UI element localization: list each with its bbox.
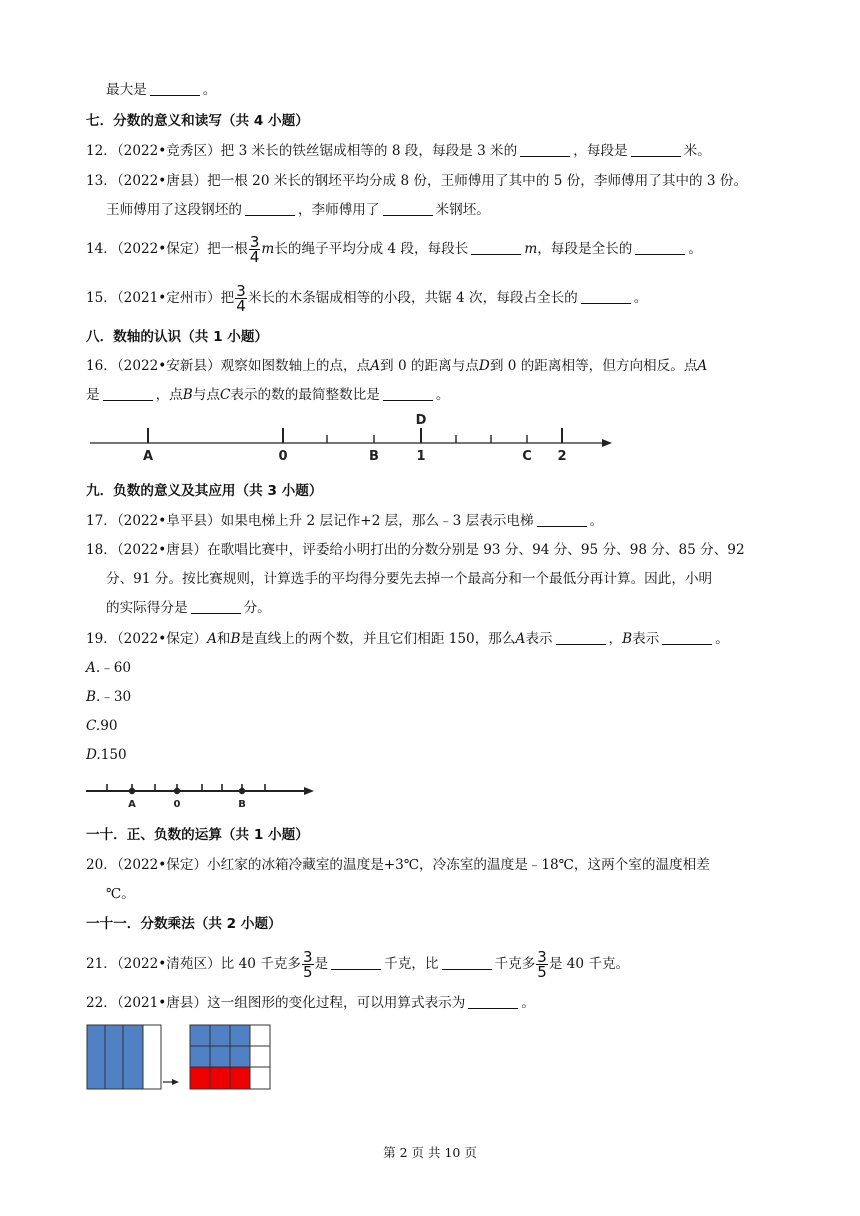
fraction-figure [86, 1024, 276, 1094]
fraction: $\frac{3}{5}$ [537, 948, 547, 981]
page-footer: 第 2 页 共 10 页 [383, 1145, 477, 1160]
question-18: 18．（2022•唐县）在歌唱比赛中，评委给小明打出的分数分别是 93 分、94 分、95 分、98 分、85 分、92 [86, 542, 745, 558]
option-a[interactable]: A.﹣60 [86, 660, 132, 676]
label-A: A [128, 799, 136, 810]
fraction: $\frac{3}{4}$ [236, 282, 246, 315]
question-21: 21．（2022•清苑区）比 40 千克多 $\frac{3}{5}$ 是 千克，比 千克多 $\frac{3}{5}$ 是 40 千克。 [86, 948, 630, 981]
label-1: 1 [416, 449, 426, 464]
point-A [129, 788, 135, 794]
section-heading-7: 七．分数的意义和读写（共 4 小题） [86, 113, 309, 129]
section-heading-10: 一十．正、负数的运算（共 1 小题） [86, 827, 309, 843]
axis-arrow [602, 439, 612, 447]
point-B [239, 788, 245, 794]
figure-right [190, 1025, 270, 1089]
answer-blank[interactable] [383, 386, 433, 401]
question-18-cont2: 的实际得分是 分。 [106, 600, 271, 616]
answer-blank[interactable] [331, 955, 381, 970]
fraction: $\frac{3}{4}$ [249, 233, 260, 266]
question-22: 22．（2021•唐县）这一组图形的变化过程，可以用算式表示为 。 [86, 995, 535, 1011]
answer-blank[interactable] [471, 240, 521, 255]
question-16-cont: 是 ，点B与点C表示的数的最简整数比是 。 [86, 387, 450, 403]
answer-blank[interactable] [191, 599, 241, 614]
label-0: 0 [173, 799, 181, 810]
question-16: 16．（2022•安新县）观察如图数轴上的点，点A到 0 的距离与点D到 0 的距离相等，但方向相反。点A [86, 358, 708, 374]
answer-blank[interactable] [662, 630, 712, 645]
answer-blank[interactable] [468, 994, 518, 1009]
point-0 [174, 788, 180, 794]
answer-blank[interactable] [383, 201, 433, 216]
arrow-icon [163, 1079, 179, 1085]
option-c[interactable]: C.90 [86, 718, 118, 734]
label-0: 0 [278, 449, 288, 464]
answer-blank[interactable] [537, 512, 587, 527]
answer-blank[interactable] [556, 630, 606, 645]
answer-blank[interactable] [635, 240, 685, 255]
axis-arrow [304, 787, 314, 795]
answer-blank[interactable] [520, 142, 570, 157]
number-line-q19 [84, 776, 316, 812]
label-C: C [522, 449, 532, 464]
question-17: 17．（2022•阜平县）如果电梯上升 2 层记作+2 层，那么﹣3 层表示电梯 。 [86, 513, 604, 529]
question-13: 13．（2022•唐县）把一根 20 米长的钢坯平均分成 8 份，王师傅用了其中的 5 份，李师傅用了其中的 3 份。 [86, 173, 748, 189]
label-B: B [369, 449, 379, 464]
option-d[interactable]: D.150 [86, 747, 127, 763]
question-19: 19．（2022•保定）A和B是直线上的两个数，并且它们相距 150，那么A表示 ，B表示 。 [86, 631, 729, 647]
question-14: 14．（2022•保定）把一根 $\frac{3}{4}$ m长的绳子平均分成 4 段，每段长 m，每段是全长的 。 [86, 233, 702, 266]
question-20-cont: ℃。 [106, 886, 135, 902]
answer-blank[interactable] [245, 201, 295, 216]
answer-blank[interactable] [581, 289, 631, 304]
question-12: 12．（2022•竞秀区）把 3 米长的铁丝锯成相等的 8 段，每段是 3 米的 ，每段是 米。 [86, 143, 711, 159]
label-B: B [238, 799, 246, 810]
question-18-cont: 分、91 分。按比赛规则，计算选手的平均得分要先去掉一个最高分和一个最低分再计算。因此，小明 [106, 571, 713, 587]
label-D: D [415, 413, 427, 428]
section-heading-8: 八．数轴的认识（共 1 小题） [86, 329, 269, 345]
label-A: A [142, 449, 154, 464]
answer-blank[interactable] [631, 142, 681, 157]
section-heading-11: 一十一．分数乘法（共 2 小题） [86, 916, 282, 932]
continued-question-line: 最大是 。 [106, 82, 217, 98]
number-line-q16 [86, 408, 616, 464]
answer-blank[interactable] [103, 386, 153, 401]
answer-blank[interactable] [150, 81, 200, 96]
option-b[interactable]: B.﹣30 [86, 689, 132, 705]
label-2: 2 [557, 449, 567, 464]
question-15: 15．（2021•定州市）把 $\frac{3}{4}$ 米长的木条锯成相等的小段，共锯 4 次，每段占全长的 。 [86, 282, 648, 315]
question-13-cont: 王师傅用了这段钢坯的 ，李师傅用了 米钢坯。 [106, 202, 490, 218]
answer-blank[interactable] [442, 955, 492, 970]
question-20: 20．（2022•保定）小红家的冰箱冷藏室的温度是+3℃，冷冻室的温度是﹣18℃，这两个室的温度相差 [86, 857, 710, 873]
fraction: $\frac{3}{5}$ [303, 948, 313, 981]
figure-left [87, 1025, 161, 1089]
section-heading-9: 九．负数的意义及其应用（共 3 小题） [86, 483, 323, 499]
